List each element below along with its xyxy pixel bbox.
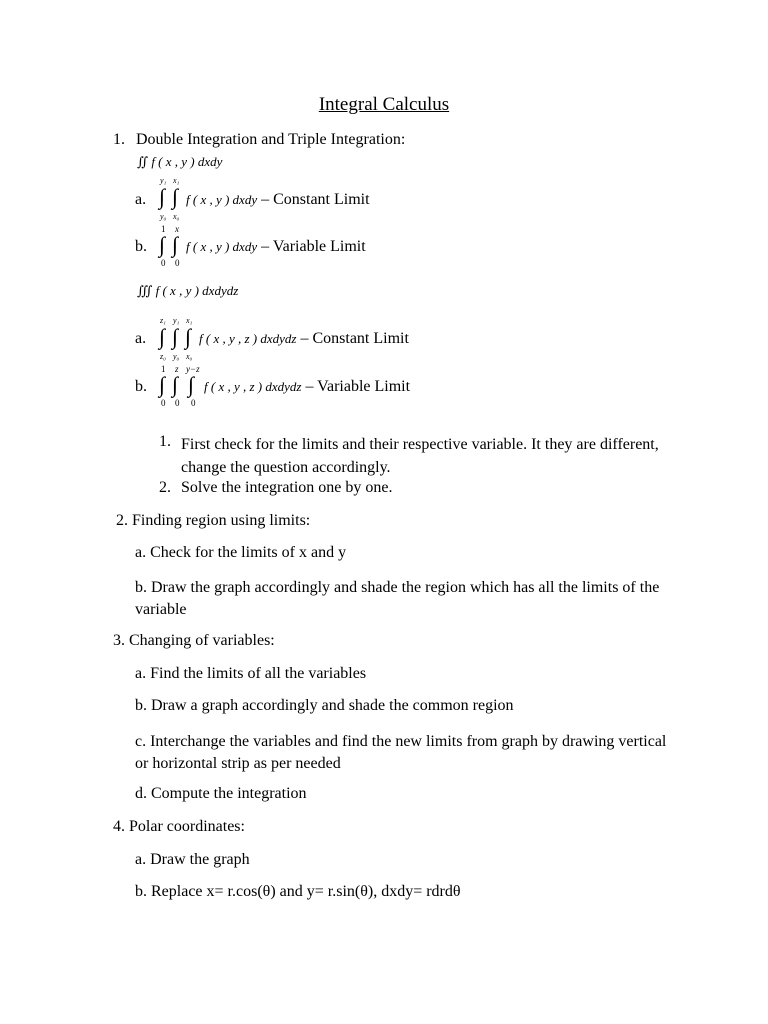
triple-a-integral-signs: ∫ ∫ ∫ z₁ y₁ x₁ z₀ y₀ x₀ [159,316,193,361]
triple-b-z-upper: 1 [161,364,166,374]
triple-b-expression: f ( x , y , z ) dxdydz [204,379,302,394]
double-integral-general: ∬ f ( x , y ) dxdy [137,154,223,169]
triple-a-label: a. [135,330,147,347]
section-4-item-b: b. Replace x= r.cos(θ) and y= r.sin(θ), dxdy= rdrdθ [135,883,461,900]
double-a-x-upper: x₁ [173,176,180,185]
triple-b-y-lower: 0 [175,398,180,408]
triple-b-description: – Variable Limit [301,378,411,395]
triple-a-y-lower: y₀ [173,352,180,361]
double-a-description: – Constant Limit [257,191,370,208]
triple-a-x-upper: x₁ [186,316,193,325]
section-3-item-c: c. Interchange the variables and find the new limits from graph by drawing vertical or horizontal strip as per needed [135,733,667,772]
double-b-inner-lower: 0 [175,258,180,268]
step-1-number: 1. [159,433,171,450]
double-a-expression: f ( x , y ) dxdy [186,192,258,207]
double-b-outer-upper: 1 [161,224,166,234]
section-2-item-b: b. Draw the graph accordingly and shade the region which has all the limits of the variable [135,579,660,618]
triple-b-label: b. [135,378,147,395]
section-1-number: 1. [113,131,125,148]
double-b-inner-upper: x [175,224,179,234]
triple-b-x-lower: 0 [191,398,196,408]
page-title: Integral Calculus [318,94,450,115]
triple-a-z-upper: z₁ [160,316,166,325]
step-2-number: 2. [159,479,171,496]
step-2-text: Solve the integration one by one. [181,479,393,496]
triple-a-x-lower: x₀ [186,352,193,361]
double-b-description: – Variable Limit [257,238,366,255]
section-3-heading: 3. Changing of variables: [113,632,275,649]
section-2-heading: 2. Finding region using limits: [116,512,311,529]
triple-b-z-lower: 0 [161,398,166,408]
section-2-item-a: a. Check for the limits of x and y [135,544,347,561]
triple-a-expression: f ( x , y , z ) dxdydz [199,331,297,346]
double-a-integral-signs: ∫ ∫ y₁ x₁ y₀ x₀ [159,176,180,221]
double-b-outer-lower: 0 [161,258,166,268]
section-4-heading: 4. Polar coordinates: [113,818,245,835]
triple-a-y-upper: y₁ [173,316,180,325]
double-a-x-lower: x₀ [173,212,180,221]
section-4-item-a: a. Draw the graph [135,851,250,868]
double-a-label: a. [135,191,147,208]
section-3-item-b: b. Draw a graph accordingly and shade the common region [135,697,514,714]
section-1-heading: Double Integration and Triple Integration: [136,131,406,148]
triple-b-integral-signs: ∫ ∫ ∫ 1 z y−z 0 0 0 [159,364,200,408]
triple-a-description: – Constant Limit [296,330,409,347]
double-a-y-upper: y₁ [160,176,167,185]
triple-integral-general: ∭ f ( x , y ) dxdydz [137,283,239,298]
double-b-integral-signs: ∫ ∫ 1 x 0 0 [159,224,180,268]
triple-b-y-upper: z [175,364,179,374]
step-1-text: First check for the limits and their respective variable. It they are different, change the question accordingly. [181,436,659,476]
double-b-expression: f ( x , y ) dxdy [186,239,258,254]
double-a-y-lower: y₀ [160,212,167,221]
section-3-item-d: d. Compute the integration [135,785,307,802]
triple-b-x-upper: y−z [186,364,200,374]
double-b-label: b. [135,238,147,255]
section-3-item-a: a. Find the limits of all the variables [135,665,367,682]
triple-a-z-lower: z₀ [160,352,166,361]
